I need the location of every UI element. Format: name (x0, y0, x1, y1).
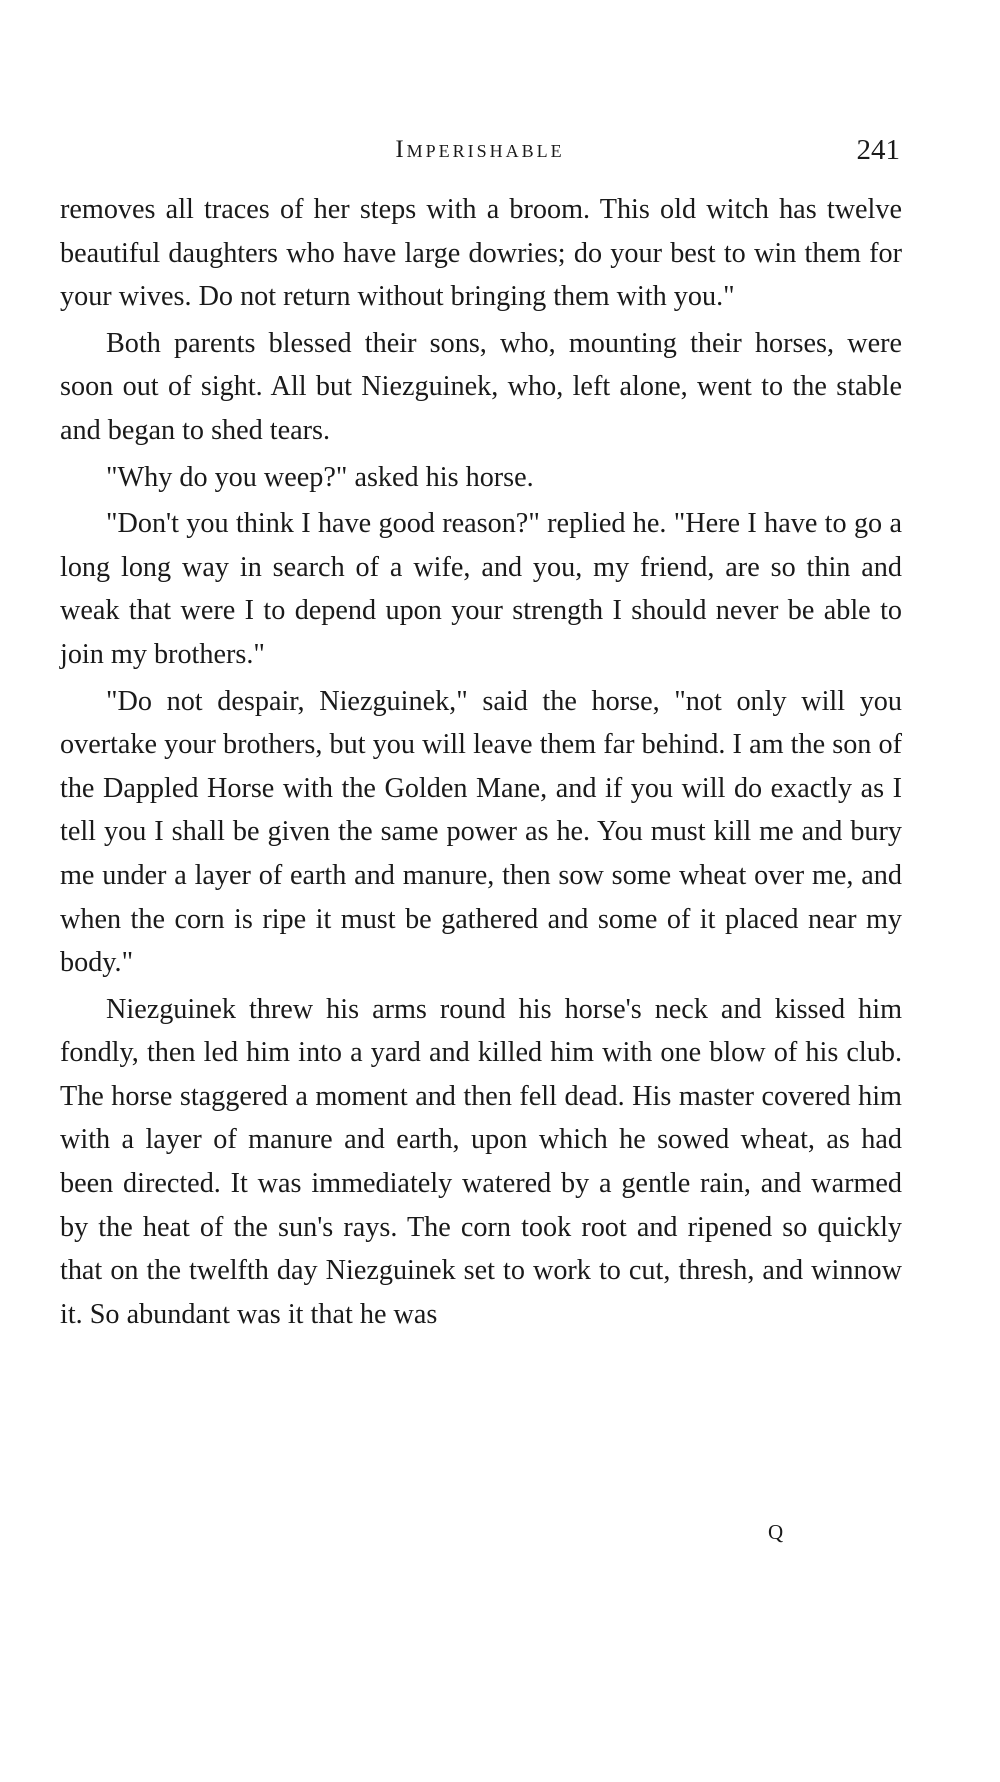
paragraph-continued: removes all traces of her steps with a broom. This old witch has twelve beautiful daughters who have large dowries; do your best to win them for your wives. Do not return without bringing them with you." (60, 194, 902, 313)
paragraph: Niezguinek threw his arms round his horse's neck and kissed him fondly, then led him into a yard and killed him with one blow of his club. The horse staggered a moment and then fell dead. His master covered him with a layer of manure and earth, upon which he sowed wheat, as had been directed. It was immediately watered by a gentle rain, and warmed by the heat of the sun's rays. The corn took root and ripened so quickly that on the twelfth day Niezguinek set to work to cut, thresh, and winnow it. So abundant was it that he was (60, 993, 902, 1330)
body-text (60, 188, 902, 1339)
signature-mark: Q (768, 1520, 784, 1544)
paragraph: Both parents blessed their sons, who, mounting their horses, were soon out of sight. All but Niezguinek, who, left alone, went to the stable and began to shed tears. (60, 327, 902, 446)
paragraph: "Do not despair, Niezguinek," said the horse, "not only will you overtake your brothers, but you will leave them far behind. I am the son of the Dappled Horse with the Golden Mane, and if you will do exactly as I tell you I shall be given the same power as he. You must kill me and bury me under a layer of earth and manure, then sow some wheat over me, and when the corn is ripe it must be gathered and some of it placed near my body." (60, 685, 902, 979)
paragraph: "Why do you weep?" asked his horse. (106, 461, 534, 493)
running-head (60, 132, 900, 168)
running-title: Imperishable (395, 136, 565, 163)
page-number: 241 (856, 134, 900, 166)
paragraph: "Don't you think I have good reason?" replied he. "Here I have to go a long long way in search of a wife, and you, my friend, are so thin and weak that were I to depend upon your strength I should never be able to join my brothers." (60, 508, 902, 670)
